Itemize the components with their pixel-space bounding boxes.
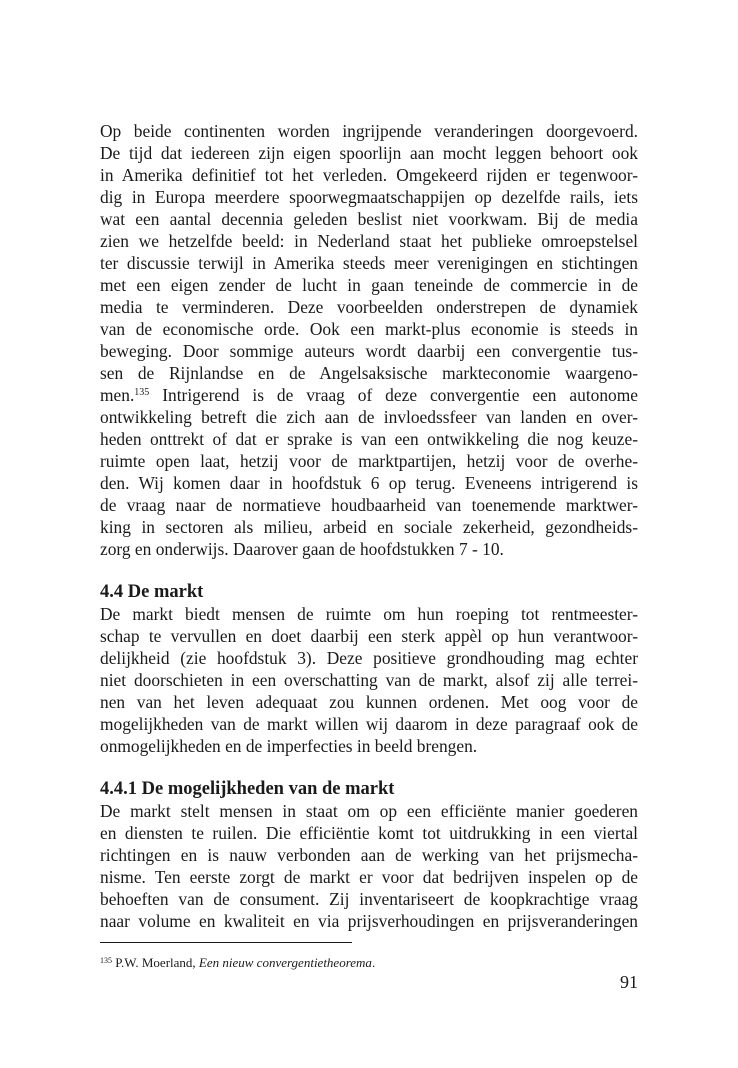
footnote-divider <box>100 942 352 943</box>
section-heading: 4.4 De markt <box>100 582 204 602</box>
text-line: nisme. Ten eerste zorgt de markt er voor dat bedrijven inspelen op de <box>100 867 638 887</box>
text-fragment: Intrigerend is de vraag of deze convergentie een autonome <box>149 385 638 405</box>
text-line: behoeften van de consument. Zij inventariseert de koopkrachtige vraag <box>100 889 638 909</box>
text-line: Op beide continenten worden ingrijpende veranderingen doorgevoerd. <box>100 121 638 141</box>
text-line: naar volume en kwaliteit en via prijsverhoudingen en prijsveranderingen <box>100 911 638 931</box>
text-fragment: men. <box>100 385 135 405</box>
text-line: De tijd dat iedereen zijn eigen spoorlijn aan mocht leggen behoort ook <box>100 143 638 163</box>
text-line: dig in Europa meerdere spoorwegmaatschappijen op dezelfde rails, iets <box>100 187 638 207</box>
text-line: schap te vervullen en doet daarbij een sterk appèl op hun verantwoor- <box>100 626 638 646</box>
subsection-heading: 4.4.1 De mogelijkheden van de markt <box>100 779 395 799</box>
text-line: delijkheid (zie hoofdstuk 3). Deze positieve grondhouding mag echter <box>100 648 638 668</box>
text-line-last: zorg en onderwijs. Daarover gaan de hoofdstukken 7 - 10. <box>100 539 504 559</box>
text-line-last: onmogelijkheden en de imperfecties in beeld brengen. <box>100 736 478 756</box>
footnote-reference[interactable]: 135 <box>134 387 150 398</box>
text-line: van de economische orde. Ook een markt-plus economie is steeds in <box>100 319 638 339</box>
text-line-with-footnote-ref <box>100 384 638 406</box>
text-line: king in sectoren als milieu, arbeid en sociale zekerheid, gezondheids- <box>100 517 638 537</box>
page-number: 91 <box>620 972 638 992</box>
text-line: mogelijkheden van de markt willen wij daarom in deze paragraaf ook de <box>100 714 638 734</box>
text-line: media te verminderen. Deze voorbeelden onderstrepen de dynamiek <box>100 297 638 317</box>
text-line: De markt biedt mensen de ruimte om hun roeping tot rentmeester- <box>100 604 638 624</box>
text-line: richtingen en is nauw verbonden aan de werking van het prijsmecha- <box>100 845 638 865</box>
book-page <box>100 0 638 1068</box>
text-line: wat een aantal decennia geleden beslist niet voorkwam. Bij de media <box>100 209 638 229</box>
text-line: nen van het leven adequaat zou kunnen ordenen. Met oog voor de <box>100 692 638 712</box>
text-line: den. Wij komen daar in hoofdstuk 6 op terug. Eveneens intrigerend is <box>100 473 638 493</box>
text-line: zien we hetzelfde beeld: in Nederland staat het publieke omroepstelsel <box>100 231 638 251</box>
footnote <box>100 955 375 971</box>
text-line: ontwikkeling betreft die zich aan de invloedssfeer van landen en over- <box>100 407 638 427</box>
footnote-author: P.W. Moerland, <box>115 955 199 970</box>
text-line: niet doorschieten in een overschatting van de markt, alsof zij alle terrei- <box>100 670 638 690</box>
text-line: en diensten te ruilen. Die efficiëntie komt tot uitdrukking in een viertal <box>100 823 638 843</box>
text-line: ruimte open laat, hetzij voor de marktpartijen, hetzij voor de overhe- <box>100 451 638 471</box>
text-line: beweging. Door sommige auteurs wordt daarbij een convergentie tus- <box>100 341 638 361</box>
text-line: heden onttrekt of dat er sprake is van een ontwikkeling die nog keuze- <box>100 429 638 449</box>
text-line: in Amerika definitief tot het verleden. Omgekeerd rijden er tegenwoor- <box>100 165 638 185</box>
text-line: ter discussie terwijl in Amerika steeds meer verenigingen en stichtingen <box>100 253 638 273</box>
footnote-end: . <box>371 955 376 970</box>
text-line: De markt stelt mensen in staat om op een efficiënte manier goederen <box>100 801 638 821</box>
footnote-title: Een nieuw convergentietheorema <box>198 955 372 970</box>
text-line: met een eigen zender de lucht in gaan teneinde de commercie in de <box>100 275 638 295</box>
text-line: de vraag naar de normatieve houdbaarheid van toenemende marktwer- <box>100 495 638 515</box>
text-line: sen de Rijnlandse en de Angelsaksische markteconomie waargeno- <box>100 363 638 383</box>
footnote-number: 135 <box>100 956 112 965</box>
